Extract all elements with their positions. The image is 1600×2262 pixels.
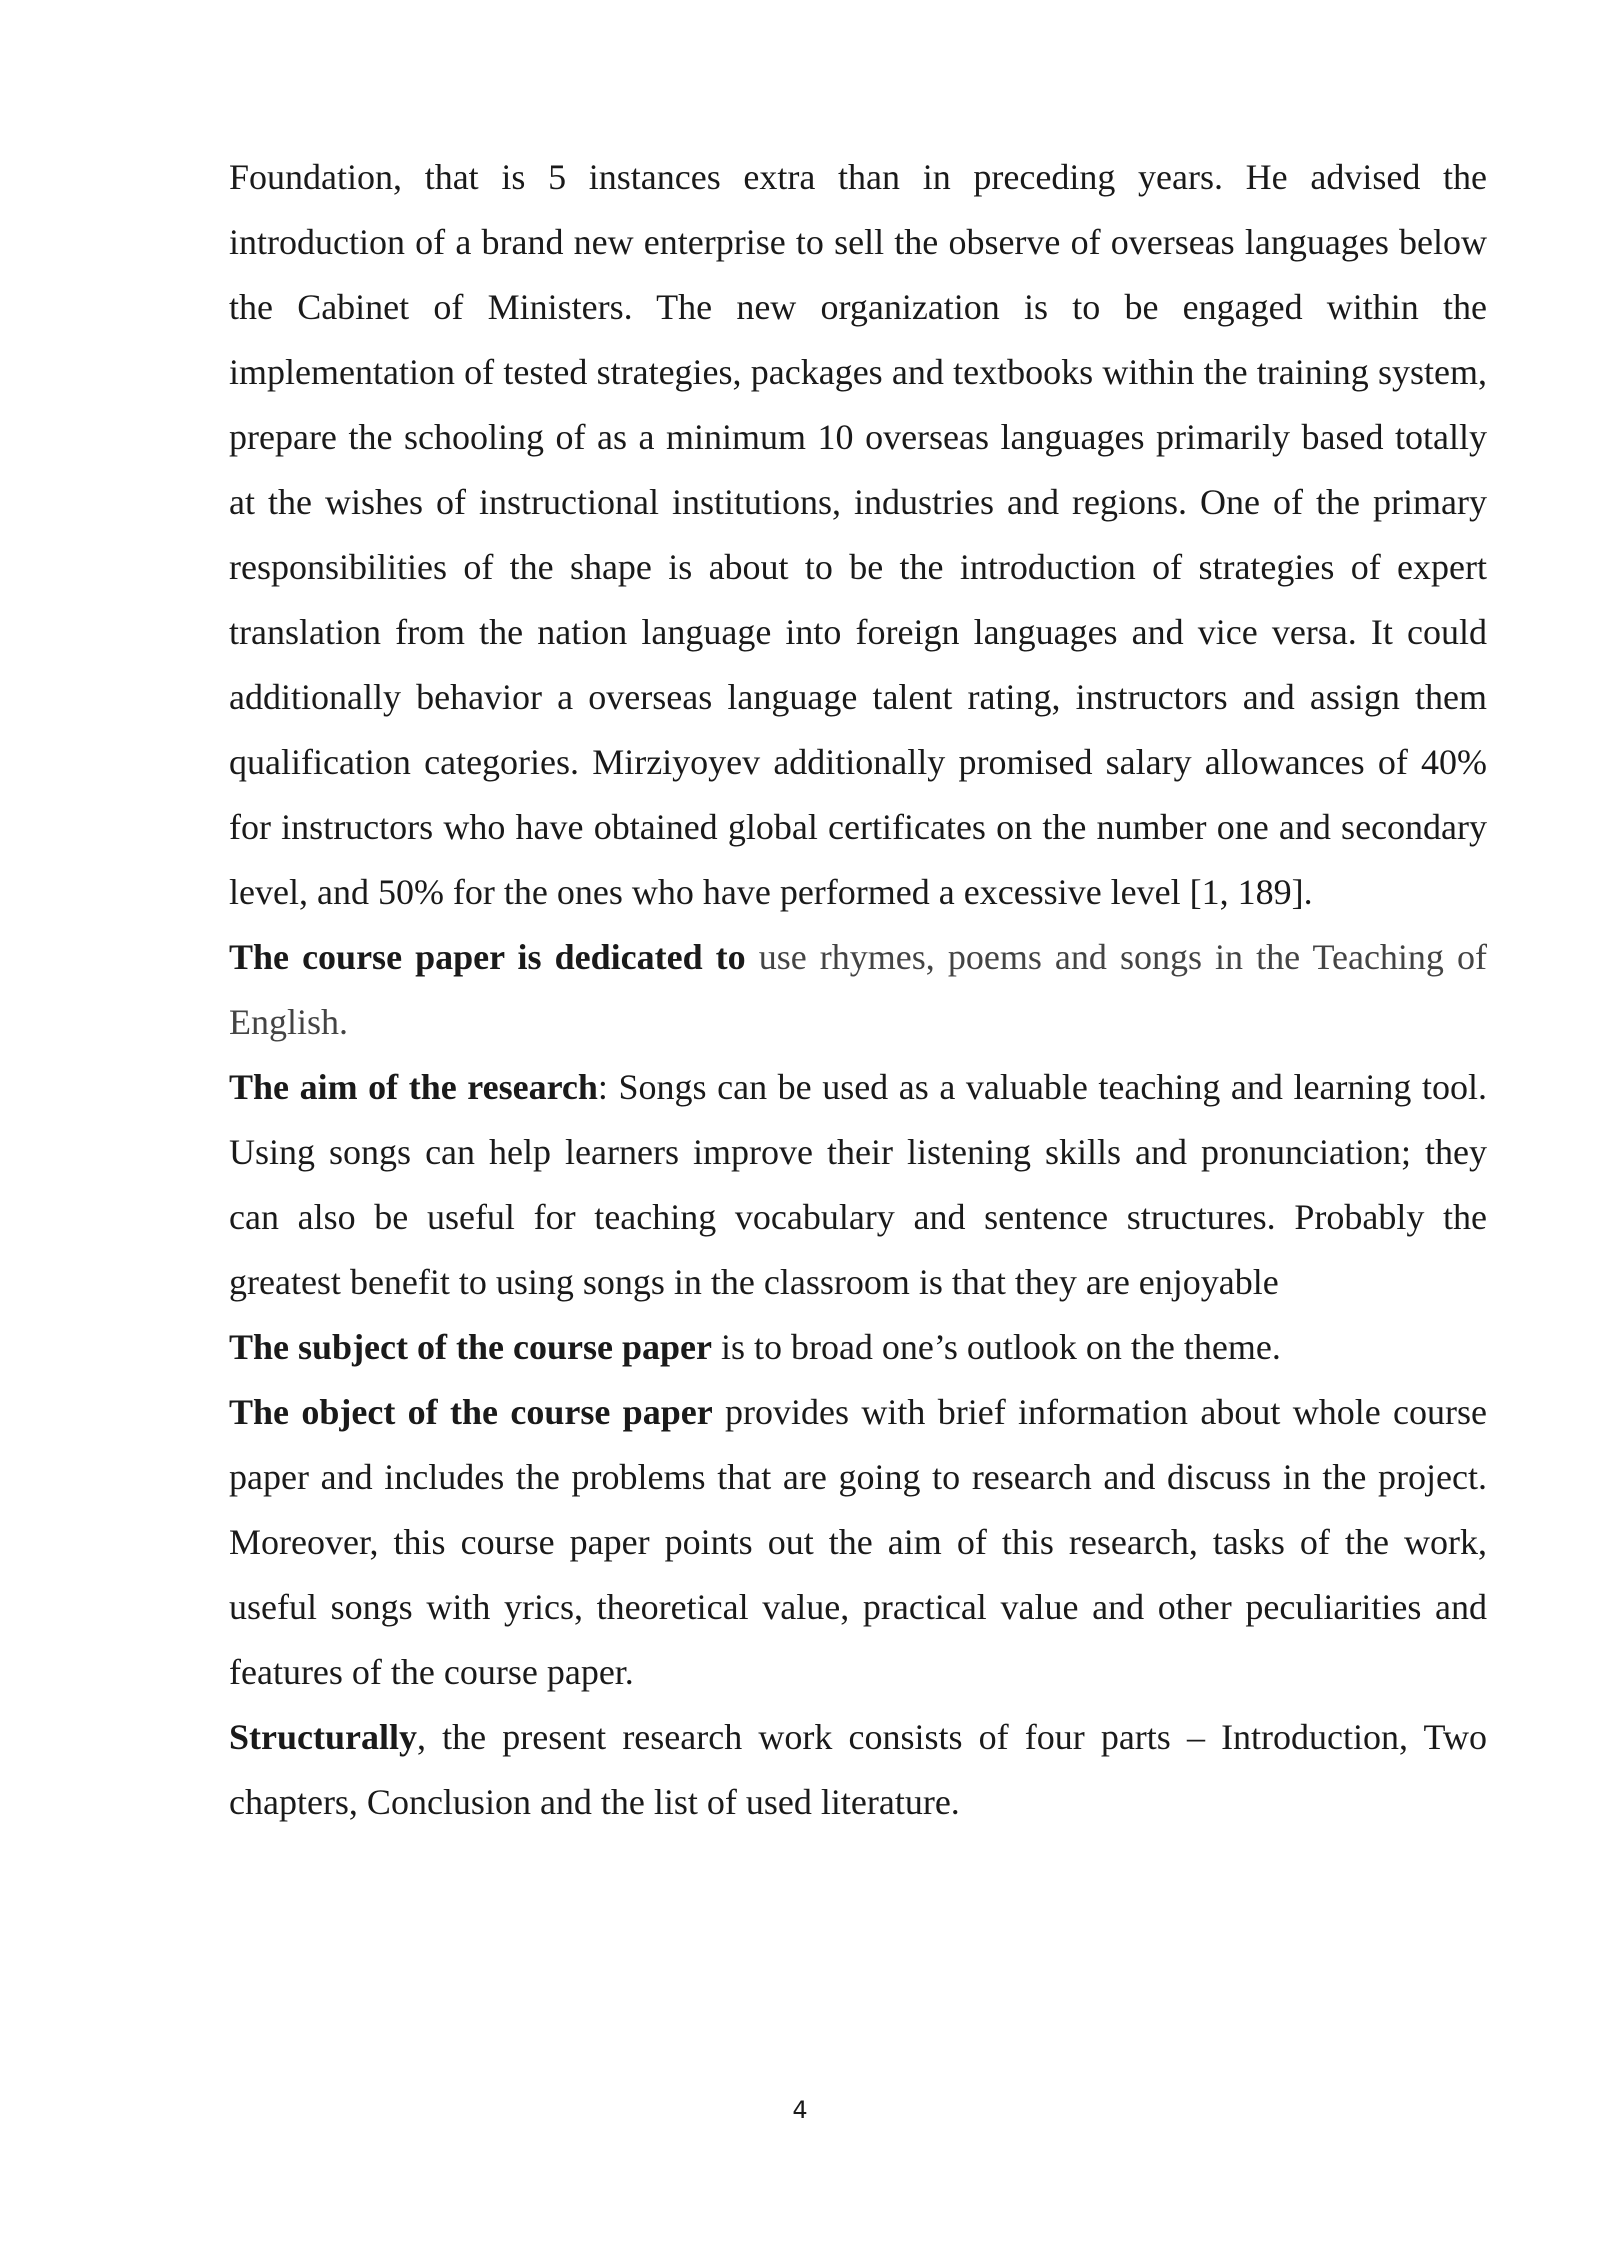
paragraph-foundation [229, 145, 1487, 925]
paragraph-text: is to broad one’s outlook on the theme. [711, 1327, 1281, 1367]
paragraph-heading: The aim of the research [229, 1067, 598, 1107]
body-text [229, 145, 1487, 1835]
paragraph-text: , the present research work consists of four parts – Introduction, Two chapters, Conclusion and the list of used literature. [229, 1717, 1487, 1822]
paragraph-text: use rhymes, poems and songs in the Teaching of English. [229, 937, 1487, 1042]
paragraph-aim [229, 1055, 1487, 1315]
paragraph-heading: The object of the course paper [229, 1392, 713, 1432]
paragraph-heading: The course paper is dedicated to [229, 937, 746, 977]
paragraph-heading: The subject of the course paper [229, 1327, 712, 1367]
paragraph-object [229, 1380, 1487, 1705]
paragraph-heading: Structurally [229, 1717, 417, 1757]
paragraph-subject [229, 1315, 1487, 1380]
page-number: 4 [792, 2096, 808, 2124]
paragraph-structure [229, 1705, 1487, 1835]
paragraph-text: : Songs can be used as a valuable teaching and learning tool. Using songs can help learners improve their listening skills and pronunciation; they can also be useful for teaching vocabulary and sentence structures. Probably the greatest benefit to using songs in the classroom is that they are enjoyable [229, 1067, 1488, 1302]
paragraph-text: Foundation, that is 5 instances extra than in preceding years. He advised the introduction of a brand new enterprise to sell the observe of overseas languages below the Cabinet of Ministers. The new organization is to be engaged within the implementation of tested strategies, packages and textbooks within the training system, prepare the schooling of as a minimum 10 overseas languages primarily based totally at the wishes of instructional institutions, industries and regions. One of the primary responsibilities of the shape is about to be the introduction of strategies of expert translation from the nation language into foreign languages and vice versa. It could additionally behavior a overseas language talent rating, instructors and assign them qualification categories. Mirziyoyev additionally promised salary allowances of 40% for instructors who have obtained global certificates on the number one and secondary level, and 50% for the ones who have performed a excessive level [1, 189]. [229, 157, 1487, 912]
paragraph-text: provides with brief information about whole course paper and includes the problems that are going to research and discuss in the project. Moreover, this course paper points out the aim of this research, tasks of the work, useful songs with yrics, theoretical value, practical value and other peculiarities and features of the course paper. [229, 1392, 1487, 1692]
paragraph-dedicated [229, 925, 1487, 1055]
